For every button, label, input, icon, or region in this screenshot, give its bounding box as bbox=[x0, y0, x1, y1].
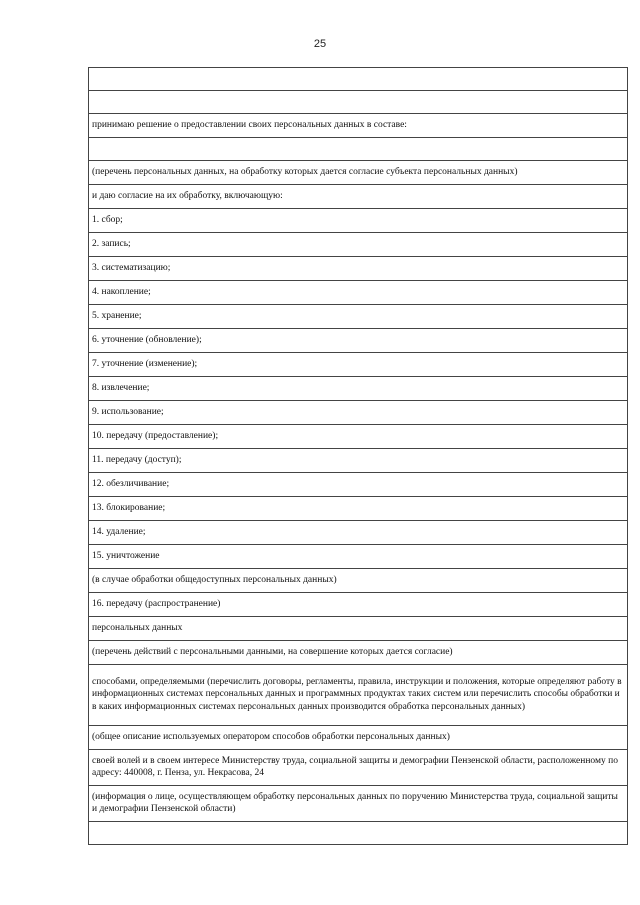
table-cell: 5. хранение; bbox=[89, 305, 628, 329]
table-row bbox=[89, 114, 628, 138]
table-cell: 4. накопление; bbox=[89, 281, 628, 305]
table-row bbox=[89, 641, 628, 665]
table-row bbox=[89, 545, 628, 569]
table-row bbox=[89, 329, 628, 353]
table-cell: (перечень персональных данных, на обработку которых дается согласие субъекта персональных данных) bbox=[89, 161, 628, 185]
table-cell: персональных данных bbox=[89, 617, 628, 641]
table-cell: 2. запись; bbox=[89, 233, 628, 257]
table-row bbox=[89, 68, 628, 91]
table-cell: и даю согласие на их обработку, включающую: bbox=[89, 185, 628, 209]
table-row bbox=[89, 425, 628, 449]
table-row bbox=[89, 281, 628, 305]
table-row bbox=[89, 353, 628, 377]
page-number: 25 bbox=[313, 38, 327, 50]
table-row bbox=[89, 473, 628, 497]
table-row bbox=[89, 233, 628, 257]
table-row bbox=[89, 617, 628, 641]
table-cell: 15. уничтожение bbox=[89, 545, 628, 569]
table-row bbox=[89, 750, 628, 786]
table-cell: 1. сбор; bbox=[89, 209, 628, 233]
table-row bbox=[89, 91, 628, 114]
table-row bbox=[89, 161, 628, 185]
consent-form-table bbox=[88, 67, 628, 845]
table-cell: (перечень действий с персональными данными, на совершение которых дается согласие) bbox=[89, 641, 628, 665]
table-row bbox=[89, 665, 628, 726]
table-cell: своей волей и в своем интересе Министерству труда, социальной защиты и демографии Пензенской области, расположенному по адресу: 440008, г. Пенза, ул. Некрасова, 24 bbox=[89, 750, 628, 786]
table-cell: 16. передачу (распространение) bbox=[89, 593, 628, 617]
table-cell: 11. передачу (доступ); bbox=[89, 449, 628, 473]
table-cell: 14. удаление; bbox=[89, 521, 628, 545]
table-cell: 13. блокирование; bbox=[89, 497, 628, 521]
table-cell: 7. уточнение (изменение); bbox=[89, 353, 628, 377]
table-row bbox=[89, 822, 628, 845]
table-cell bbox=[89, 138, 628, 161]
table-cell: принимаю решение о предоставлении своих персональных данных в составе: bbox=[89, 114, 628, 138]
table-cell: 10. передачу (предоставление); bbox=[89, 425, 628, 449]
table-row bbox=[89, 305, 628, 329]
table-row bbox=[89, 138, 628, 161]
table-row bbox=[89, 521, 628, 545]
table-cell: (в случае обработки общедоступных персональных данных) bbox=[89, 569, 628, 593]
table-row bbox=[89, 377, 628, 401]
table-cell: 6. уточнение (обновление); bbox=[89, 329, 628, 353]
table-row bbox=[89, 726, 628, 750]
table-cell: (информация о лице, осуществляющем обработку персональных данных по поручению Министерства труда, социальной защиты и демографии Пензенской области) bbox=[89, 786, 628, 822]
table-cell bbox=[89, 822, 628, 845]
table-cell: 3. систематизацию; bbox=[89, 257, 628, 281]
table-row bbox=[89, 593, 628, 617]
table-cell bbox=[89, 68, 628, 91]
table-row bbox=[89, 185, 628, 209]
table-cell bbox=[89, 91, 628, 114]
table-row bbox=[89, 401, 628, 425]
table-row bbox=[89, 569, 628, 593]
table-cell: 12. обезличивание; bbox=[89, 473, 628, 497]
table-cell: 9. использование; bbox=[89, 401, 628, 425]
table-row bbox=[89, 786, 628, 822]
table-row bbox=[89, 257, 628, 281]
table-row bbox=[89, 209, 628, 233]
table-row bbox=[89, 449, 628, 473]
table-cell: (общее описание используемых оператором способов обработки персональных данных) bbox=[89, 726, 628, 750]
table-row bbox=[89, 497, 628, 521]
table-cell: 8. извлечение; bbox=[89, 377, 628, 401]
table-cell: способами, определяемыми (перечислить договоры, регламенты, правила, инструкции и положения, которые определяют работу в информационных системах персональных данных и программных продуктах таких систем или перечислить способы обработки и в каких информационных системах персональных данных производится обработка персональных данных) bbox=[89, 665, 628, 726]
